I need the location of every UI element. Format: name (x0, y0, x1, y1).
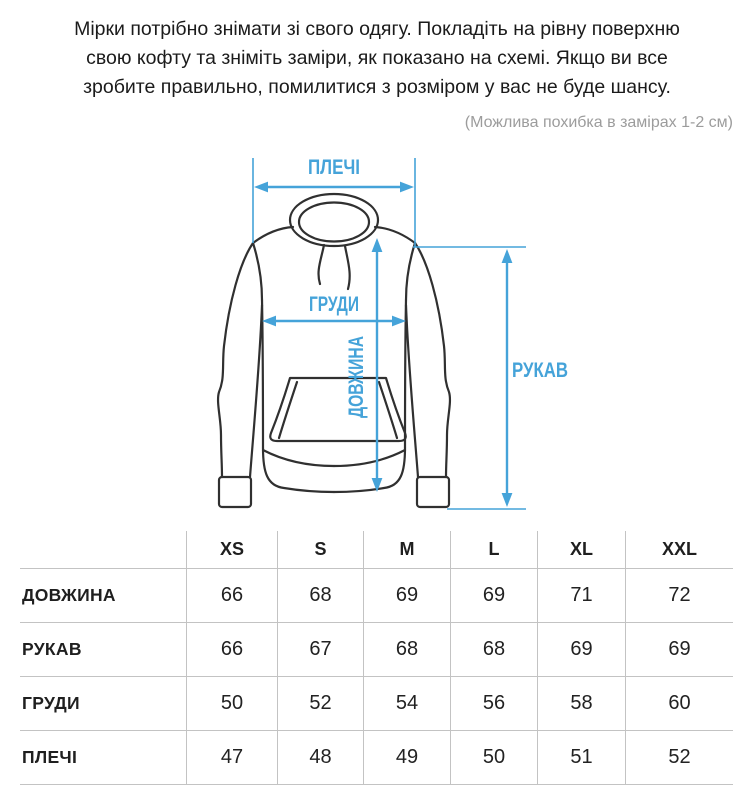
size-table (20, 531, 733, 785)
size-col-header-l: L (450, 531, 537, 569)
hem-seam (263, 450, 334, 466)
row-label-sleeve: РУКАВ (20, 623, 186, 677)
value-length-m: 69 (363, 569, 450, 623)
sleeve-measure (413, 247, 568, 509)
drawstring-right (345, 246, 350, 289)
row-label-length: ДОВЖИНА (20, 569, 186, 623)
chest-label: ГРУДИ (309, 293, 359, 316)
value-sleeve-s: 67 (277, 623, 363, 677)
intro-line-3: зробите правильно, помилитися з розміром у вас не буде шансу. (83, 75, 671, 98)
value-shoulders-xl: 51 (537, 731, 625, 785)
pocket-opening-left (279, 382, 297, 438)
size-col-header-xxl: XXL (625, 531, 733, 569)
chest-measure (262, 293, 406, 326)
hoodie-measurement-diagram (150, 150, 615, 530)
value-length-l: 69 (450, 569, 537, 623)
value-sleeve-m: 68 (363, 623, 450, 677)
value-chest-s: 52 (277, 677, 363, 731)
length-label: ДОВЖИНА (345, 307, 368, 418)
arrowhead-up-icon (372, 238, 383, 252)
size-col-header-xl: XL (537, 531, 625, 569)
value-length-s: 68 (277, 569, 363, 623)
shoulders-label: ПЛЕЧІ (308, 156, 360, 179)
arrowhead-right-icon (400, 182, 414, 193)
value-shoulders-l: 50 (450, 731, 537, 785)
arrowhead-up-icon (502, 249, 513, 263)
value-sleeve-xs: 66 (186, 623, 277, 677)
sleeve-ticks (413, 247, 526, 509)
value-chest-l: 56 (450, 677, 537, 731)
arrowhead-left-icon (254, 182, 268, 193)
value-chest-m: 54 (363, 677, 450, 731)
armhole-seam (253, 243, 262, 300)
value-sleeve-xxl: 69 (625, 623, 733, 677)
size-table-corner (20, 531, 186, 569)
hoodie-left-half (218, 227, 334, 507)
measurements (253, 156, 568, 509)
pocket-opening-right (379, 382, 397, 438)
arrowhead-down-icon (502, 493, 513, 507)
collar-inner (299, 203, 369, 242)
drawstring-left (319, 245, 324, 284)
arrowhead-left-icon (262, 316, 276, 327)
intro-line-1: Мірки потрібно знімати зі свого одягу. Покладіть на рівну поверхню (74, 18, 680, 40)
size-col-header-m: M (363, 531, 450, 569)
value-shoulders-m: 49 (363, 731, 450, 785)
sleeve-outer (218, 243, 253, 477)
value-shoulders-xxl: 52 (625, 731, 733, 785)
sleeve-inner (250, 305, 262, 477)
size-col-header-xs: XS (186, 531, 277, 569)
intro-text (0, 15, 754, 101)
row-label-shoulders: ПЛЕЧІ (20, 731, 186, 785)
value-shoulders-xs: 47 (186, 731, 277, 785)
shoulder-seam (253, 227, 293, 243)
tolerance-note: (Можлива похибка в замірах 1-2 см) (464, 114, 733, 131)
value-chest-xl: 58 (537, 677, 625, 731)
value-sleeve-xl: 69 (537, 623, 625, 677)
row-label-chest: ГРУДИ (20, 677, 186, 731)
value-chest-xxl: 60 (625, 677, 733, 731)
intro-line-2: свою кофту та зніміть заміри, як показано на схемі. Якщо ви все (86, 46, 668, 69)
cuff (219, 477, 251, 507)
arrowhead-right-icon (392, 316, 406, 327)
size-col-header-s: S (277, 531, 363, 569)
value-chest-xs: 50 (186, 677, 277, 731)
value-length-xl: 71 (537, 569, 625, 623)
value-sleeve-l: 68 (450, 623, 537, 677)
body-side (262, 300, 263, 448)
pocket (270, 378, 406, 441)
value-length-xxl: 72 (625, 569, 733, 623)
value-length-xs: 66 (186, 569, 277, 623)
value-shoulders-s: 48 (277, 731, 363, 785)
sleeve-label: РУКАВ (512, 359, 568, 382)
